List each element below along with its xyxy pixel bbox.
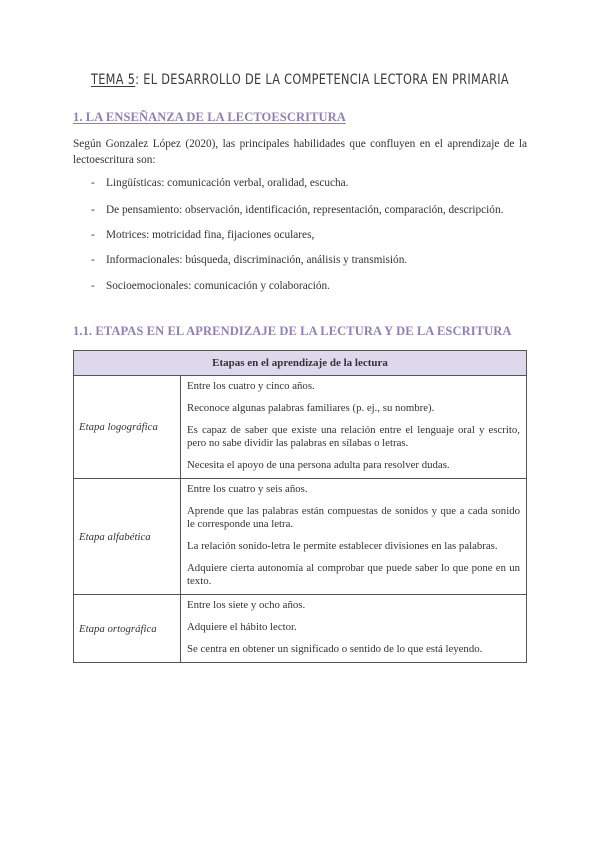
stage-item: Es capaz de saber que existe una relación entre el lenguaje oral y escrito, pero no sabe dividir las palabras en sílabas o letras. [187, 424, 520, 449]
skills-list [73, 176, 527, 294]
list-item: - Informacionales: búsqueda, discriminación, análisis y transmisión. [91, 254, 408, 266]
list-item: - De pensamiento: observación, identificación, representación, comparación, descripción. [91, 204, 504, 216]
stage-description [181, 376, 527, 479]
list-item-text: Lingüísticas: comunicación verbal, oralidad, escucha. [106, 177, 349, 189]
table-row [74, 595, 527, 663]
list-item-text: Motrices: motricidad fina, fijaciones oculares, [106, 229, 315, 241]
list-item: - Socioemocionales: comunicación y colaboración. [91, 280, 330, 292]
table-row [74, 376, 527, 479]
list-item-text: Informacionales: búsqueda, discriminación, análisis y transmisión. [106, 254, 408, 266]
stage-description [181, 479, 527, 595]
stage-item: Adquiere cierta autonomía al comprobar que puede saber lo que pone en un texto. [187, 562, 520, 587]
table-header: Etapas en el aprendizaje de la lectura [74, 351, 527, 376]
document-title-text: : EL DESARROLLO DE LA COMPETENCIA LECTORA EN PRIMARIA [135, 72, 509, 88]
stage-item: Se centra en obtener un significado o sentido de lo que está leyendo. [187, 643, 483, 655]
list-item: - Lingüísticas: comunicación verbal, oralidad, escucha. [91, 177, 349, 189]
intro-paragraph: Según Gonzalez López (2020), las principales habilidades que confluyen en el aprendizaje de la lectoescritura son: [73, 138, 527, 166]
stage-item: Aprende que las palabras están compuestas de sonidos y que a cada sonido le corresponde una letra. [187, 505, 520, 530]
stage-item: Entre los cuatro y cinco años. [187, 380, 315, 392]
stage-name: Etapa logográfica [74, 376, 181, 479]
table-row [74, 479, 527, 595]
document-title-topic: TEMA 5 [91, 72, 136, 88]
list-item-text: Socioemocionales: comunicación y colaboración. [106, 280, 330, 292]
section-heading-etapas: 1.1. ETAPAS EN EL APRENDIZAJE DE LA LECTURA Y DE LA ESCRITURA [73, 324, 512, 338]
stage-item: Adquiere el hábito lector. [187, 621, 297, 633]
stage-item: Entre los siete y ocho años. [187, 599, 306, 611]
stage-item: La relación sonido-letra le permite establecer divisiones en las palabras. [187, 540, 498, 552]
stage-item: Necesita el apoyo de una persona adulta para resolver dudas. [187, 459, 450, 471]
stage-description [181, 595, 527, 663]
list-item-text: De pensamiento: observación, identificación, representación, comparación, descripción. [106, 204, 504, 216]
stage-name: Etapa alfabética [74, 479, 181, 595]
stage-item: Entre los cuatro y seis años. [187, 483, 308, 495]
stage-item: Reconoce algunas palabras familiares (p. ej., su nombre). [187, 402, 435, 414]
document-title [66, 72, 534, 88]
list-item: - Motrices: motricidad fina, fijaciones oculares, [91, 229, 315, 241]
stage-name: Etapa ortográfica [74, 595, 181, 663]
section-heading-lectoescritura: 1. LA ENSEÑANZA DE LA LECTOESCRITURA [73, 110, 346, 124]
stages-table [73, 350, 527, 663]
table-header-row [74, 351, 527, 376]
